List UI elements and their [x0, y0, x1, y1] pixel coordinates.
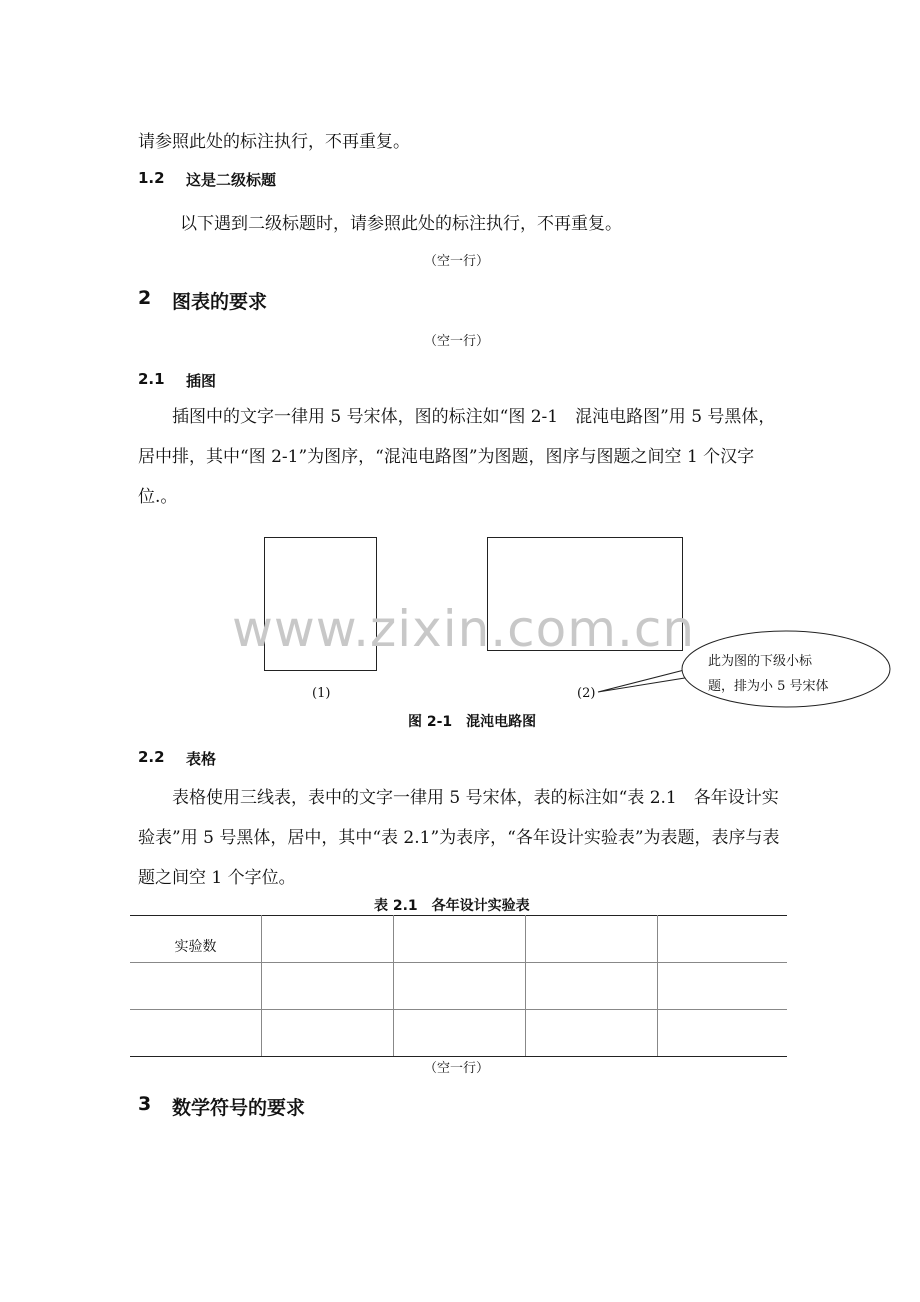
watermark: www.zixin.com.cn — [232, 600, 696, 658]
table-row — [130, 963, 787, 1010]
table-cell — [130, 1010, 262, 1057]
intro-line: 请参照此处的标注执行，不再重复。 — [138, 132, 410, 152]
table-cell: 实验数 — [130, 916, 262, 963]
table-row — [130, 916, 787, 963]
section-1-2-number: 1.2 — [138, 169, 165, 187]
table-cell — [262, 1010, 394, 1057]
table-cell — [262, 916, 394, 963]
blank-line-note-1: （空一行） — [424, 254, 490, 269]
blank-line-note-3: （空一行） — [424, 1061, 490, 1076]
table-cell — [658, 963, 788, 1010]
blank-line-note-2: （空一行） — [424, 334, 490, 349]
table-cell — [130, 963, 262, 1010]
table-cell — [394, 1010, 526, 1057]
section-2-title: 图表的要求 — [172, 291, 268, 313]
table-cell — [658, 916, 788, 963]
callout-text-line1: 此为图的下级小标 — [708, 654, 813, 669]
table-cell — [658, 1010, 788, 1057]
table-caption: 表 2.1 各年设计实验表 — [374, 898, 530, 914]
table-cell — [394, 963, 526, 1010]
table-cell — [526, 1010, 658, 1057]
section-3-title: 数学符号的要求 — [172, 1097, 306, 1119]
section-2-2-number: 2.2 — [138, 748, 165, 766]
figure-subcaption-2: (2) — [577, 686, 596, 701]
section-2-number: 2 — [138, 287, 152, 309]
table-cell — [394, 916, 526, 963]
table-cell — [262, 963, 394, 1010]
para-2-2: 表格使用三线表，表中的文字一律用 5 号宋体，表的标注如“表 2.1 各年设计实验表”用 5 号黑体，居中，其中“表 2.1”为表序，“各年设计实验表”为表题，表序与表题之间空 1 个字位。 — [138, 788, 780, 888]
section-3-number: 3 — [138, 1093, 152, 1115]
section-2-2-title: 表格 — [186, 750, 217, 768]
callout-bubble — [682, 631, 890, 707]
section-2-1-number: 2.1 — [138, 370, 165, 388]
para-1-2: 以下遇到二级标题时，请参照此处的标注执行，不再重复。 — [180, 214, 622, 234]
three-line-table — [130, 915, 787, 1057]
figure-subcaption-1: (1) — [312, 686, 331, 701]
callout-text-line2: 题，排为小 5 号宋体 — [708, 679, 829, 694]
para-2-1: 插图中的文字一律用 5 号宋体，图的标注如“图 2-1 混沌电路图”用 5 号黑体，居中排，其中“图 2-1”为图序，“混沌电路图”为图题，图序与图题之间空 1 个汉字位.。 — [138, 407, 776, 507]
figure-caption: 图 2-1 混沌电路图 — [408, 714, 537, 730]
table-cell — [526, 916, 658, 963]
section-1-2-title: 这是二级标题 — [186, 171, 277, 189]
table-row — [130, 1010, 787, 1057]
table-cell — [526, 963, 658, 1010]
section-2-1-title: 插图 — [186, 372, 217, 390]
